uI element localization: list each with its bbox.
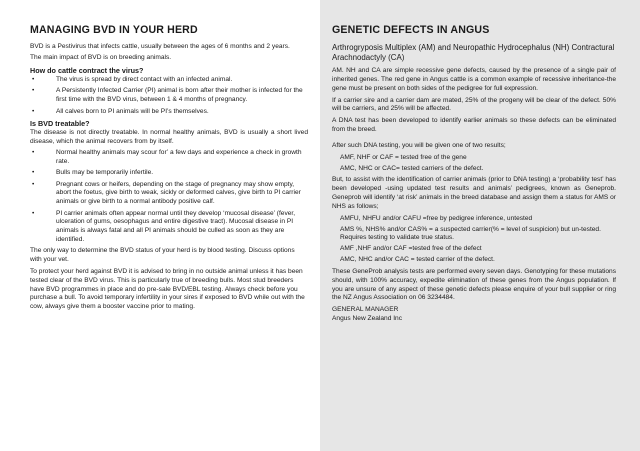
treat-text: The disease is not directly treatable. In normal healthy animals, BVD is usually a short lived disease, which the animal recovers from by itself. [30,128,308,145]
bvd-intro-1: BVD is a Pestivirus that infects cattle, usually between the ages of 6 months and 2 years. [30,42,290,50]
list-item: AMC, NHC or CAC= tested carriers of the defect. [340,164,484,172]
bullet-icon: • [32,149,35,157]
protect-herd-text: To protect your herd against BVD it is advised to bring in no outside animal unless it has been tested clear of the BVD virus. This is particularly true of breeding bulls. Most stud breeders have BVD programmes in place and do pre-sale BVD/EBL testing. Always check before you purchase a bull. To avoid temporary infertility in your sires if exposed to BVD while out with the cow, always give them a booster vaccine prior to mating. [30,267,305,311]
list-item: • PI carrier animals often appear normal until they develop ‘mucosal disease’ (fever, ulceration of gums, oesophagus and entire digestive tract). Mucosal disease in PI animals is always fatal and all PI animals should be culled as soon as they are identified. [32,209,296,244]
list-item: AMS %, NHS% and/or CAS% = a suspected carrier(% = level of suspicion) but un-tested. Requires testing to validate true status. [340,225,601,242]
list-item: • Bulls may be temporarily infertile. [32,169,154,177]
bvd-intro-2: The main impact of BVD is on breeding animals. [30,54,172,62]
genetic-para-4: After such DNA testing, you will be given one of two results; [332,141,506,149]
bullet-icon: • [32,169,35,177]
list-item: AMFU, NHFU and/or CAFU =free by pedigree inference, untested [340,214,533,222]
genetic-subtitle: Arthrogryposis Multiplex (AM) and Neuropathic Hydrocephalus (NH) Contractural Arachnodactyly (CA) [332,42,615,62]
list-item: • A Persistently Infected Carrier (PI) animal is born after their mother is infected for the first time with the BVD virus, between 1 & 4 months of pregnancy. [32,87,303,104]
bullet-icon: • [32,180,35,188]
bullet-icon: • [32,87,35,95]
list-item: • All calves born to PI animals will be PI’s themselves. [32,107,209,115]
signoff-title: GENERAL MANAGER [332,306,399,314]
list-item: • The virus is spread by direct contact with an infected animal. [32,76,233,84]
genetic-title: GENETIC DEFECTS IN ANGUS [332,24,490,36]
status-list [332,215,616,265]
treat-heading: Is BVD treatable? [30,118,90,128]
genetic-para-6: These GeneProb analysis tests are performed every seven days. Genotyping for these mutations should, with 100% accuracy, expedite elimination of these genes from the Angus population. If you are unsure of any aspect of these genetic defects please enquire of your bull supplier or ring the NZ Angus Association on 06 3234484. [332,267,616,302]
bvd-title: MANAGING BVD IN YOUR HERD [30,24,198,36]
signature-block [332,306,616,324]
genetic-defects-column [320,0,640,451]
results-list [332,154,616,174]
genetic-para-3: A DNA test has been developed to identify earlier animals so these defects can be eliminated from the breed. [332,117,616,134]
list-item: AMC, NHC and/or CAC = tested carrier of the defect. [340,256,495,264]
blood-testing-text: The only way to determine the BVD status of your herd is by blood testing. Discuss options with your vet. [30,247,295,264]
list-item: AMF, NHF or CAF = tested free of the gene [340,153,467,161]
list-item: • Pregnant cows or heifers, depending on the stage of pregnancy may show empty, abort the foetus, give birth to weak, sickly or deformed calves, give birth to PI carrier animals or give birth to a normal antibody positive calf. [32,180,301,206]
list-item: • Normal healthy animals may scour for’ a few days and experience a check in growth rate. [32,149,302,166]
genetic-para-2: If a carrier sire and a carrier dam are mated, 25% of the progeny will be clear of the defect. 50% will be carriers, and 25% will be affected. [332,96,616,113]
treat-list [30,149,308,244]
genetic-para-1: AM. NH and CA are simple recessive gene defects, caused by the presence of a single pair of inherited genes. The red gene in Angus cattle is a common example of recessive inheritance-the gene must be present on both sides of the pedigree for full expression. [332,67,616,92]
bullet-icon: • [32,209,35,217]
signoff-org: Angus New Zealand Inc [332,315,403,322]
list-item: AMF ,NHF and/or CAF =tested free of the defect [340,245,482,253]
bullet-icon: • [32,76,35,84]
contract-heading: How do cattle contract the virus? [30,66,144,76]
contract-list [30,76,308,116]
genetic-para-5: But, to assist with the identification of carrier animals (prior to DNA testing) a ‘probability test’ has been developed -using updated test results and animals’ pedigrees, known as Geneprob. Geneprob will identify ‘at risk’ animals in the breed database and assign them a status for AMS or NHS as follows; [332,176,616,210]
bullet-icon: • [32,107,35,115]
